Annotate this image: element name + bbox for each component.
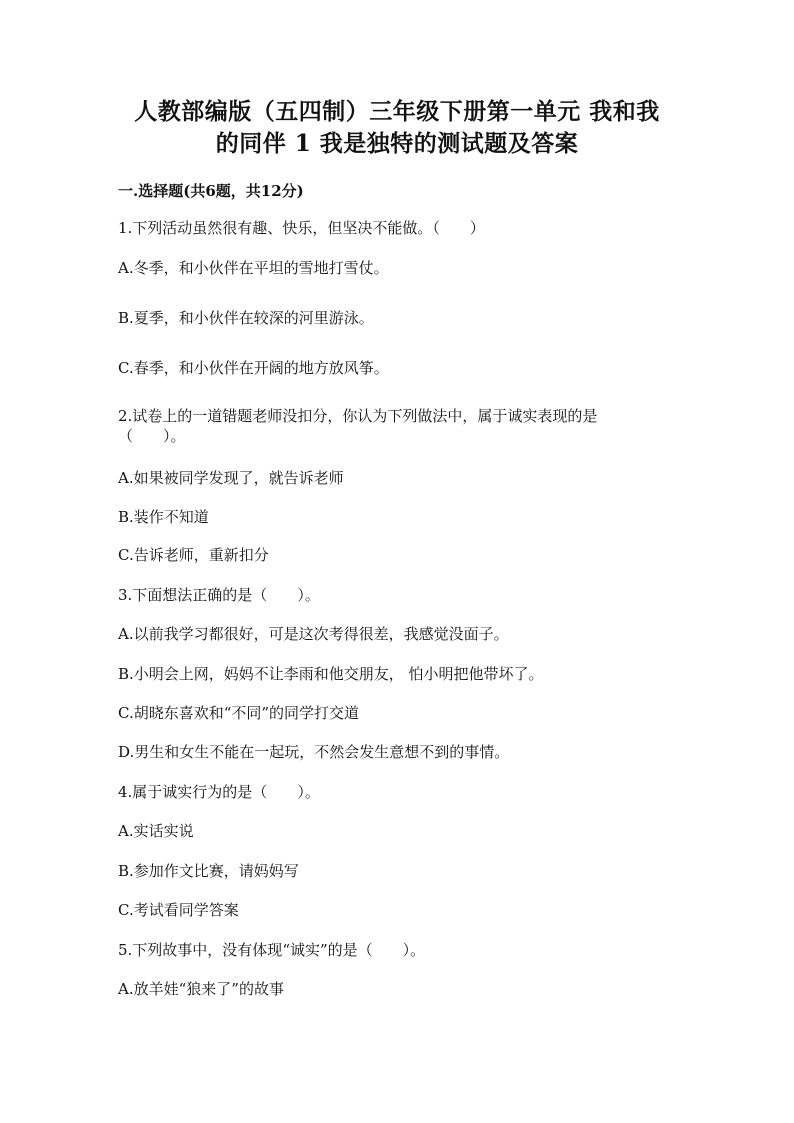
question-1-option-c: C.春季，和小伙伴在开阔的地方放风筝。 (118, 359, 389, 377)
question-1-option-b: B.夏季，和小伙伴在较深的河里游泳。 (118, 309, 374, 327)
question-2-option-b: B.装作不知道 (118, 508, 209, 526)
question-2: 2.试卷上的一道错题老师没扣分，你认为下列做法中，属于诚实表现的是 (118, 407, 598, 425)
question-3-option-b: B.小明会上网，妈妈不让李雨和他交朋友， 怕小明把他带坏了。 (118, 665, 544, 683)
question-2-continued: （ ）。 (118, 427, 186, 445)
question-1: 1.下列活动虽然很有趣、快乐，但坚决不能做。（ ） (118, 219, 485, 237)
question-3-option-d: D.男生和女生不能在一起玩，不然会发生意想不到的事情。 (118, 743, 510, 761)
question-5-option-a: A.放羊娃“狼来了”的故事 (118, 980, 284, 998)
question-4: 4.属于诚实行为的是（ ）。 (118, 783, 320, 801)
question-4-option-a: A.实话实说 (118, 822, 194, 840)
question-2-option-a: A.如果被同学发现了，就告诉老师 (118, 469, 344, 487)
question-3: 3.下面想法正确的是（ ）。 (118, 586, 320, 604)
question-2-option-c: C.告诉老师，重新扣分 (118, 546, 269, 564)
question-5: 5.下列故事中，没有体现“诚实”的是（ ）。 (118, 941, 426, 959)
question-4-option-c: C.考试看同学答案 (118, 901, 239, 919)
question-4-option-b: B.参加作文比赛，请妈妈写 (118, 862, 299, 880)
question-3-option-c: C.胡晓东喜欢和“不同”的同学打交道 (118, 704, 360, 722)
question-3-option-a: A.以前我学习都很好，可是这次考得很差，我感觉没面子。 (118, 625, 509, 643)
section-heading: 一.选择题(共6题，共12分) (118, 182, 304, 200)
title-line-2: 的同伴 1 我是独特的测试题及答案 (215, 130, 579, 157)
question-1-option-a: A.冬季，和小伙伴在平坦的雪地打雪仗。 (118, 259, 389, 277)
document-title (100, 96, 694, 160)
title-line-1: 人教部编版（五四制）三年级下册第一单元 我和我 (134, 98, 660, 125)
